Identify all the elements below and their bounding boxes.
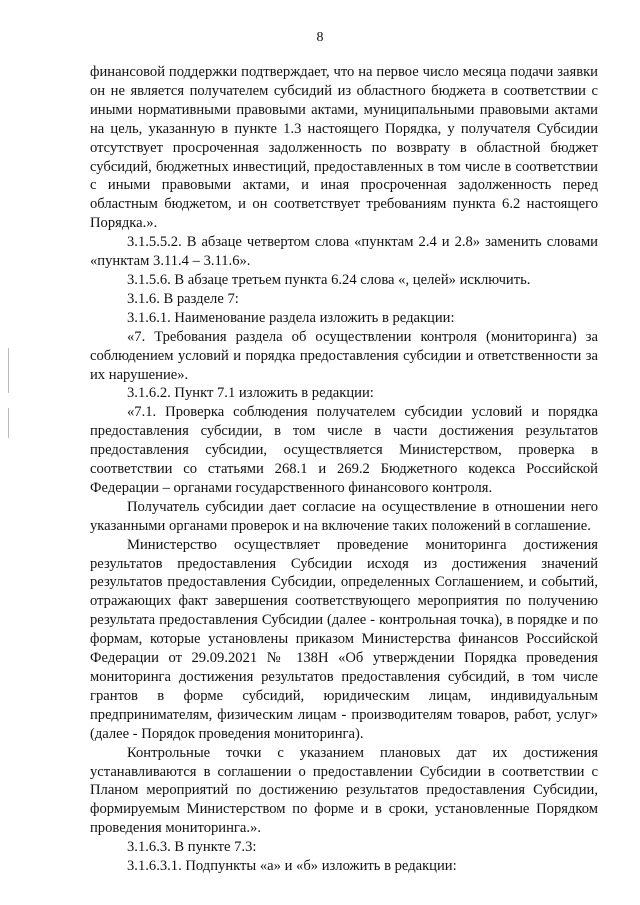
paragraph: «7. Требования раздела об осуществлении контроля (мониторинга) за соблюдением условий и порядка предоставления субсидии и ответственности за их нарушение».	[90, 328, 598, 383]
scan-edge-mark	[8, 408, 9, 438]
paragraph: финансовой поддержки подтверждает, что на первое число месяца подачи заявки он не является получателем субсидий из областного бюджета в соответствии с иными нормативными правовыми актами, муниципальными правовыми актами на цель, указанную в пункте 1.3 настоящего Порядка, у получателя Субсидии отсутствует просроченная задолженность по возврату в областной бюджет субсидий, бюджетных инвестиций, предоставленных в том числе в соответствии с иными правовыми актами, и иная просроченная задолженность перед областным бюджетом, и он соответствует требованиям пункта 6.2 настоящего Порядка.».	[90, 64, 598, 232]
paragraph: «7.1. Проверка соблюдения получателем субсидии условий и порядка предоставления субсидии, в том числе в части достижения результатов предоставления субсидии, осуществляется Министерством, проверка в соответствии со статьями 268.1 и 269.2 Бюджетного кодекса Российской Федерации – органами государственного финансового контроля.	[90, 404, 598, 496]
paragraph: Получатель субсидии дает согласие на осуществление в отношении него указанными органами проверок и на включение таких положений в соглашение.	[90, 498, 598, 534]
scan-edge-mark	[8, 348, 9, 393]
paragraph: 3.1.6.3. В пункте 7.3:	[127, 839, 257, 856]
paragraph: 3.1.6.1. Наименование раздела изложить в редакции:	[127, 309, 455, 326]
paragraph: 3.1.6. В разделе 7:	[127, 290, 239, 307]
paragraph: 3.1.5.5.2. В абзаце четвертом слова «пунктам 2.4 и 2.8» заменить словами «пунктам 3.11.4 – 3.11.6».	[90, 234, 598, 270]
paragraph: Контрольные точки с указанием плановых дат их достижения устанавливаются в соглашении о предоставлении Субсидии в соответствии с Планом мероприятий по достижению результатов предоставления Субсидии, формируемым Министерством по форме и в сроки, установленные Порядком проведения мониторинга.».	[90, 744, 598, 837]
paragraph: 3.1.6.2. Пункт 7.1 изложить в редакции:	[127, 385, 374, 402]
document-body	[90, 63, 598, 876]
page-number: 8	[316, 30, 324, 45]
paragraph: 3.1.5.6. В абзаце третьем пункта 6.24 слова «, целей» исключить.	[127, 271, 531, 288]
paragraph: Министерство осуществляет проведение мониторинга достижения результатов предоставления Субсидии исходя из достижения значений результатов предоставления Субсидии, определенных Соглашением, и событий, отражающих факт завершения соответствующего мероприятия по получению результата предоставления Субсидии (далее - контрольная точка), в порядке и по формам, которые установлены приказом Министерства финансов Российской Федерации от 29.09.2021 № 138Н «Об утверждении Порядка проведения мониторинга достижения результатов предоставления субсидий, в том числе грантов в форме субсидий, юридическим лицам, индивидуальным предпринимателям, физическим лицам - производителям товаров, работ, услуг» (далее - Порядок проведения мониторинга).	[90, 536, 598, 742]
paragraph: 3.1.6.3.1. Подпункты «а» и «б» изложить в редакции:	[127, 858, 457, 875]
